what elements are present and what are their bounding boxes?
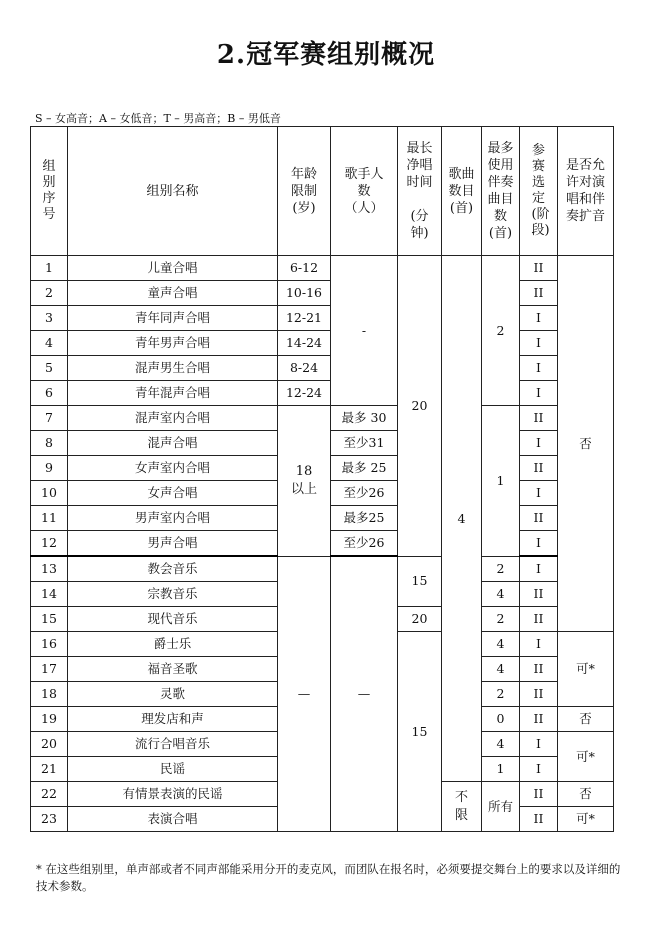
- cell-name: 理发店和声: [68, 707, 278, 732]
- cell-name: 灵歌: [68, 682, 278, 707]
- cell-no: 18: [31, 682, 68, 707]
- cell-no: 3: [31, 306, 68, 331]
- cell-stage: II: [520, 456, 558, 481]
- cell-name: 宗教音乐: [68, 582, 278, 607]
- cell-no: 21: [31, 757, 68, 782]
- cell-no: 6: [31, 381, 68, 406]
- cell-no: 19: [31, 707, 68, 732]
- table-row: [31, 556, 614, 582]
- cell-age: 8-24: [278, 356, 331, 381]
- table-row: [31, 356, 614, 381]
- cell-name: 有情景表演的民谣: [68, 782, 278, 807]
- cell-stage: II: [520, 281, 558, 306]
- table-row: [31, 256, 614, 281]
- cell-singers: 最多25: [331, 506, 398, 531]
- cell-age: 12-24: [278, 381, 331, 406]
- cell-stage: II: [520, 256, 558, 281]
- cell-age-merged: —: [278, 556, 331, 832]
- cell-no: 23: [31, 807, 68, 832]
- cell-name: 女声合唱: [68, 481, 278, 506]
- cell-stage: I: [520, 381, 558, 406]
- cell-name: 男声合唱: [68, 531, 278, 557]
- cell-no: 14: [31, 582, 68, 607]
- cell-singers: 最多 30: [331, 406, 398, 431]
- cell-stage: II: [520, 406, 558, 431]
- cell-no: 9: [31, 456, 68, 481]
- cell-accompaniment: 4: [482, 732, 520, 757]
- cell-amplification: 可*: [558, 807, 614, 832]
- cell-name: 教会音乐: [68, 556, 278, 582]
- cell-no: 20: [31, 732, 68, 757]
- cell-accompaniment: 2: [482, 682, 520, 707]
- cell-no: 2: [31, 281, 68, 306]
- cell-time: 20: [398, 607, 442, 632]
- cell-age: 6-12: [278, 256, 331, 281]
- header-name: 组别名称: [68, 127, 278, 256]
- cell-age: 14-24: [278, 331, 331, 356]
- cell-accompaniment: 4: [482, 582, 520, 607]
- cell-name: 民谣: [68, 757, 278, 782]
- page-title: 2.冠军赛组别概况: [216, 40, 436, 70]
- cell-age: 10-16: [278, 281, 331, 306]
- cell-no: 5: [31, 356, 68, 381]
- header-row: [31, 127, 614, 256]
- cell-name: 青年男声合唱: [68, 331, 278, 356]
- cell-amplification-merged: 可*: [558, 732, 614, 782]
- cell-stage: II: [520, 782, 558, 807]
- cell-name: 混声男生合唱: [68, 356, 278, 381]
- cell-no: 4: [31, 331, 68, 356]
- cell-amplification-merged: 可*: [558, 632, 614, 707]
- header-age: 年龄限制(岁): [278, 127, 331, 256]
- cell-stage: I: [520, 431, 558, 456]
- cell-no: 7: [31, 406, 68, 431]
- cell-no: 12: [31, 531, 68, 557]
- cell-amplification: 否: [558, 707, 614, 732]
- cell-age-merged: 18 以上: [278, 406, 331, 557]
- cell-name: 流行合唱音乐: [68, 732, 278, 757]
- header-songs: 歌曲数目(首): [442, 127, 482, 256]
- cell-stage: II: [520, 582, 558, 607]
- category-table: [30, 126, 614, 832]
- cell-no: 16: [31, 632, 68, 657]
- cell-name: 表演合唱: [68, 807, 278, 832]
- cell-name: 青年混声合唱: [68, 381, 278, 406]
- cell-no: 17: [31, 657, 68, 682]
- cell-name: 混声合唱: [68, 431, 278, 456]
- cell-no: 11: [31, 506, 68, 531]
- cell-accompaniment: 2: [482, 556, 520, 582]
- cell-no: 8: [31, 431, 68, 456]
- cell-accompaniment-merged: 所有: [482, 782, 520, 832]
- cell-name: 儿童合唱: [68, 256, 278, 281]
- cell-stage: I: [520, 556, 558, 582]
- cell-stage: II: [520, 807, 558, 832]
- header-singers: 歌手人数（人）: [331, 127, 398, 256]
- cell-accompaniment: 4: [482, 632, 520, 657]
- table-row: [31, 406, 614, 431]
- cell-accompaniment-merged: 1: [482, 406, 520, 557]
- cell-no: 13: [31, 556, 68, 582]
- cell-songs-merged: 4: [442, 256, 482, 782]
- table-body: [31, 127, 614, 832]
- cell-accompaniment: 1: [482, 757, 520, 782]
- table-row: [31, 381, 614, 406]
- header-stage: 参赛选定(阶段): [520, 127, 558, 256]
- cell-amplification: 否: [558, 782, 614, 807]
- cell-stage: II: [520, 707, 558, 732]
- cell-accompaniment: 0: [482, 707, 520, 732]
- table-row: [31, 331, 614, 356]
- header-time: 最长净唱时间 (分钟): [398, 127, 442, 256]
- cell-stage: I: [520, 356, 558, 381]
- table-row: [31, 281, 614, 306]
- cell-accompaniment-merged: 2: [482, 256, 520, 406]
- cell-stage: I: [520, 531, 558, 557]
- table-row: [31, 306, 614, 331]
- cell-name: 青年同声合唱: [68, 306, 278, 331]
- cell-time-merged: 20: [398, 256, 442, 557]
- cell-stage: II: [520, 657, 558, 682]
- cell-singers: 至少26: [331, 531, 398, 557]
- cell-time-merged: 15: [398, 556, 442, 607]
- cell-no: 15: [31, 607, 68, 632]
- cell-name: 爵士乐: [68, 632, 278, 657]
- cell-stage: II: [520, 506, 558, 531]
- cell-name: 童声合唱: [68, 281, 278, 306]
- footnote: * 在这些组别里，单声部或者不同声部能采用分开的麦克风，而团队在报名时，必须要提交舞台上的要求以及详细的技术参数。: [36, 862, 621, 893]
- cell-time-merged: 15: [398, 632, 442, 832]
- cell-no: 1: [31, 256, 68, 281]
- cell-songs-merged: 不限: [442, 782, 482, 832]
- cell-name: 男声室内合唱: [68, 506, 278, 531]
- cell-singers: 至少26: [331, 481, 398, 506]
- cell-accompaniment: 4: [482, 657, 520, 682]
- cell-stage: II: [520, 607, 558, 632]
- cell-stage: I: [520, 331, 558, 356]
- cell-name: 混声室内合唱: [68, 406, 278, 431]
- cell-no: 10: [31, 481, 68, 506]
- cell-stage: I: [520, 481, 558, 506]
- cell-name: 女声室内合唱: [68, 456, 278, 481]
- voice-legend: S – 女高音；A – 女低音；T – 男高音；B – 男低音: [35, 112, 281, 125]
- cell-stage: I: [520, 732, 558, 757]
- cell-singers-merged: —: [331, 556, 398, 832]
- header-amplification: 是否允许对演唱和伴奏扩音: [558, 127, 614, 256]
- cell-stage: I: [520, 757, 558, 782]
- cell-stage: I: [520, 632, 558, 657]
- cell-singers: 至少31: [331, 431, 398, 456]
- cell-amplification-merged: 否: [558, 256, 614, 632]
- cell-stage: II: [520, 682, 558, 707]
- cell-age: 12-21: [278, 306, 331, 331]
- cell-stage: I: [520, 306, 558, 331]
- cell-name: 现代音乐: [68, 607, 278, 632]
- cell-no: 22: [31, 782, 68, 807]
- cell-accompaniment: 2: [482, 607, 520, 632]
- header-no: 组别序号: [31, 127, 68, 256]
- cell-singers: 最多 25: [331, 456, 398, 481]
- cell-singers-merged: -: [331, 256, 398, 406]
- cell-name: 福音圣歌: [68, 657, 278, 682]
- header-accompaniment: 最多使用伴奏曲目数(首): [482, 127, 520, 256]
